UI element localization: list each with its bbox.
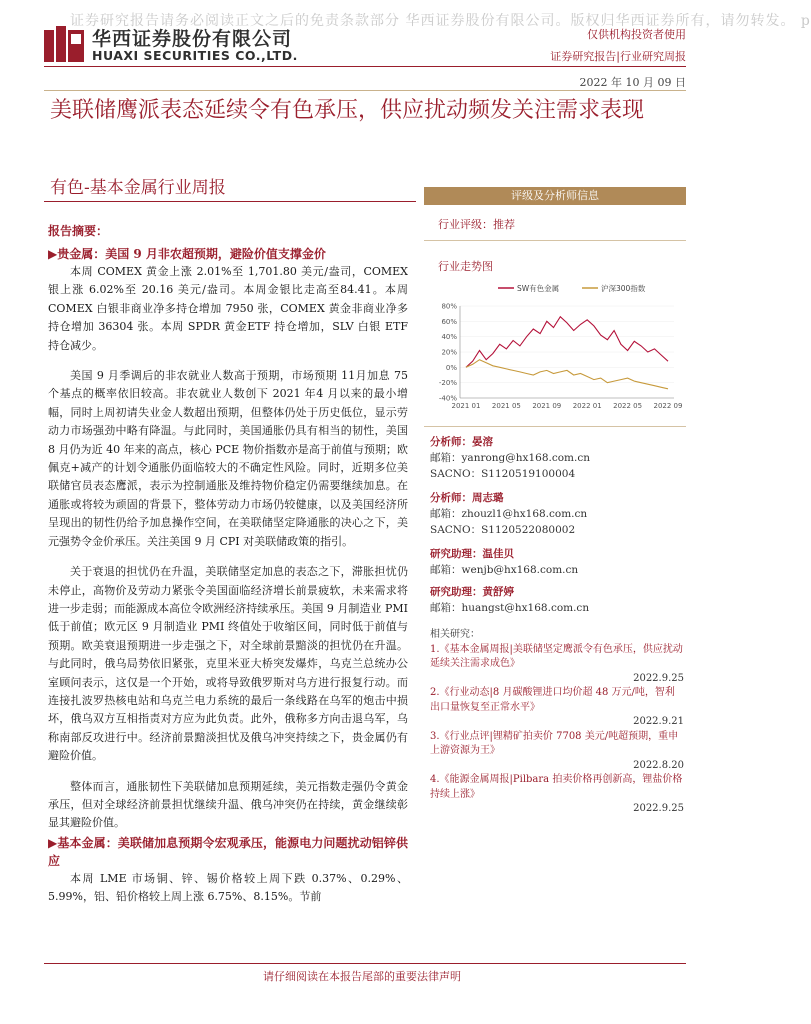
usage-note: 仅供机构投资者使用: [587, 28, 686, 41]
x-tick-label: 2021 09: [532, 402, 562, 410]
date-rule: [44, 90, 686, 91]
legend-label: 沪深300指数: [601, 284, 646, 293]
related-date: 2022.9.21: [633, 716, 684, 727]
report-title: 美联储鹰派表态延续令有色承压，供应扰动频发关注需求表现: [50, 98, 645, 123]
related-item[interactable]: 3.《行业点评|锂精矿拍卖价 7708 美元/吨超预期，重申上游资源为王》: [430, 730, 679, 756]
analyst-email[interactable]: 邮箱：yanrong@hx168.com.cn: [430, 452, 590, 464]
analyst-email[interactable]: 邮箱：huangst@hx168.com.cn: [430, 602, 590, 614]
subtitle-rule: [44, 201, 416, 202]
sidebar-divider: [424, 240, 686, 241]
legend-label: SW有色金属: [517, 284, 560, 293]
y-tick-label: 0%: [445, 363, 457, 372]
paragraph: 整体而言，通胀韧性下美联储加息预期延续，美元指数走强仍令黄金承压，但对全球经济前景担忧继续升温、俄乌冲突仍在持续，黄金继续彰显其避险价值。: [48, 779, 408, 830]
related-item[interactable]: 4.《能源金属周报|Pilbara 拍卖价格再创新高，锂盐价格持续上涨》: [430, 774, 683, 800]
series-line-sw-nonferrous: [466, 317, 668, 368]
analyst-name: 研究助理：黄舒婷: [430, 586, 514, 598]
related-heading: 相关研究：: [430, 629, 480, 640]
section-heading: ▶基本金属：美联储加息预期令宏观承压，能源电力问题扰动铝锌供应: [48, 836, 408, 868]
related-item[interactable]: 1.《基本金属周报|美联储坚定鹰派令有色承压，供应扰动延续关注需求成色》: [430, 643, 683, 669]
watermark: 证券研究报告请务必阅读正文之后的免责条款部分 华西证券股份有限公司。版权归华西证券所有，请勿转发。 p: [70, 13, 811, 29]
y-tick-label: 60%: [441, 317, 457, 326]
abstract-heading: 报告摘要：: [48, 224, 109, 238]
y-tick-label: -40%: [438, 394, 457, 403]
industry-trend-chart: [430, 280, 682, 416]
analyst-email[interactable]: 邮箱：zhouzl1@hx168.com.cn: [430, 508, 588, 520]
rating-value: 推荐: [493, 218, 515, 231]
huaxi-logo-icon: [44, 26, 84, 62]
analyst-sacno: SACNO：S1120519100004: [430, 468, 576, 480]
related-date: 2022.8.20: [633, 759, 684, 771]
x-tick-label: 2022 05: [613, 402, 643, 410]
header-rule: [44, 66, 686, 67]
analyst-name: 研究助理：温佳贝: [430, 548, 514, 560]
y-tick-label: 40%: [441, 333, 457, 342]
analyst-name: 分析师：晏溶: [430, 436, 493, 448]
paragraph: 本周 COMEX 黄金上涨 2.01%至 1,701.80 美元/盎司，COMEX 银上涨 6.02%至 20.16 美元/盎司。本周金银比走高至84.41。本周 COMEX 白银非商业净多持仓增加 7950 张，COMEX 黄金非商业净多持仓增加 36304 张。本周 SPDR 黄金ETF 持仓增加，SLV 白银 ETF 持仓减少。: [48, 265, 408, 352]
rating-label: 行业评级：: [438, 218, 493, 231]
sidebar-divider: [424, 426, 686, 427]
sidebar-header: 评级及分析师信息: [424, 187, 686, 205]
x-tick-label: 2022 09: [653, 402, 683, 410]
x-tick-label: 2021 01: [451, 402, 481, 410]
related-date: 2022.9.25: [633, 672, 684, 684]
report-date: 2022 年 10 月 09 日: [579, 76, 686, 89]
analyst-name: 分析师：周志璐: [430, 492, 504, 504]
section-precious-metals: [48, 245, 408, 833]
analyst-card: [430, 490, 587, 538]
report-type: 证券研究报告|行业研究周报: [550, 50, 686, 63]
section-base-metals: [48, 834, 408, 907]
y-tick-label: 80%: [441, 302, 457, 311]
company-name-cn: 华西证券股份有限公司: [92, 28, 293, 50]
company-name-en: HUAXI SECURITIES CO.,LTD.: [92, 48, 298, 63]
footer-rule: [44, 963, 686, 964]
analyst-sacno: SACNO：S1120522080002: [430, 524, 576, 536]
paragraph: 本周 LME 市场铜、锌、锡价格较上周下跌 0.37%、0.29%、5.99%，铝、铅价格较上周上涨 6.75%、8.15%。节前: [48, 872, 408, 904]
related-research: [430, 628, 684, 817]
paragraph: 美国 9 月季调后的非农就业人数高于预期，市场预期 11月加息 75 个基点的概率依旧较高。非农就业人数创下 2021 年4 月以来的最小增幅，同时上周初请失业金人数超出预期，但整体仍处于历史低位，显示劳动力市场强劲中略有降温。与此同时，美国通胀仍具有相当的韧性，美国 8 月仍为近 40 年来的高点，核心 PCE 物价指数亦是高于前值与预期；欧佩克+减产的计划令通胀仍面临较大的不确定性风险。同时，近期多位美联储官员表态鹰派，表示为控制通胀及维持物价稳定仍需要继续加息。在通胀或将较为顽固的背景下，整体劳动力市场仍较健康，以及美国经济所呈现出的韧性仍给予加息操作空间，在美联储坚定降通胀的决心之下，美元强势令金价承压。关注美国 9 月 CPI 对美联储政策的指引。: [48, 369, 408, 548]
x-tick-label: 2022 01: [572, 402, 602, 410]
analyst-card: [430, 434, 590, 482]
report-subtitle: 有色-基本金属行业周报: [50, 178, 226, 198]
paragraph: 关于衰退的担忧仍在升温，美联储坚定加息的表态之下，滞胀担忧仍未停止，高物价及劳动力紧张令美国面临经济增长前景疲软，未来需求将进一步走弱；而能源成本高位令欧洲经济持续承压。美国 9 月制造业 PMI 低于前值；欧元区 9 月制造业 PMI 终值处于收缩区间，同时低于前值与预期。欧美衰退预期进一步走强之下，对全球前景黯淡的担忧仍在升温。与此同时，俄乌局势依旧紧张，克里米亚大桥突发爆炸，乌克兰总统办公室顾问表示，这仅是一个开始，或将导致俄罗斯对乌方进行报复行动。而连接扎波罗热核电站和乌克兰电力系统的最后一条线路在乌军的炮击中损坏，俄乌双方互相指责对方应为此负责。此外，俄称多方向击退乌军，乌称南部反攻进行中。经济前景黯淡担忧及俄乌冲突持续之下，贵金属仍有避险价值。: [48, 565, 408, 763]
y-tick-label: 20%: [441, 348, 457, 357]
y-tick-label: -20%: [438, 379, 457, 388]
x-tick-label: 2021 05: [491, 402, 521, 410]
section-heading: ▶贵金属：美国 9 月非农超预期，避险价值支撑金价: [48, 247, 326, 261]
industry-rating: [438, 216, 515, 232]
analyst-email[interactable]: 邮箱：wenjb@hx168.com.cn: [430, 564, 579, 576]
related-item[interactable]: 2.《行业动态|8 月碳酸锂进口均价超 48 万元/吨，智利出口量恢复至正常水平》: [430, 687, 675, 713]
trend-label: 行业走势图: [438, 260, 493, 273]
analyst-card: [430, 584, 589, 616]
footer-disclaimer: 请仔细阅读在本报告尾部的重要法律声明: [263, 970, 461, 983]
analyst-card: [430, 546, 578, 578]
series-line-csi300: [466, 360, 668, 389]
related-date: 2022.9.25: [633, 803, 684, 814]
